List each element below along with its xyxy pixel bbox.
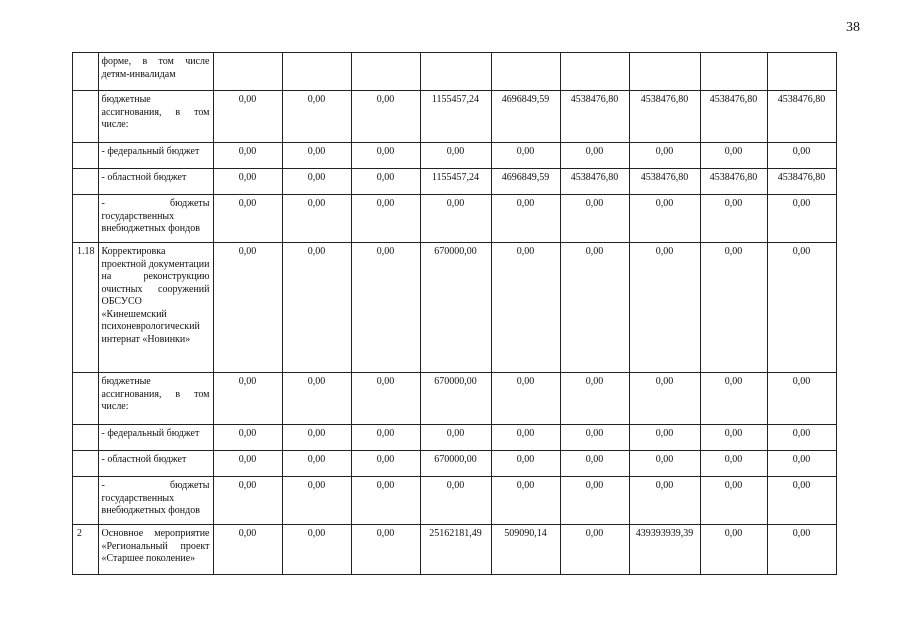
value-cell — [282, 53, 351, 91]
value-cell: 0,00 — [282, 373, 351, 425]
row-description-cell: - бюджеты государственных внебюджетных фондов — [98, 195, 213, 243]
value-cell: 0,00 — [282, 143, 351, 169]
budget-table-container — [72, 52, 837, 575]
value-cell: 0,00 — [282, 425, 351, 451]
value-cell: 0,00 — [560, 425, 629, 451]
table-body — [73, 53, 837, 575]
value-cell: 0,00 — [491, 451, 560, 477]
row-index-cell — [73, 195, 99, 243]
value-cell: 0,00 — [767, 525, 836, 575]
row-description-cell: Основное мероприятие «Региональный проект «Старшее поколение» — [98, 525, 213, 575]
table-row — [73, 169, 837, 195]
value-cell: 0,00 — [491, 143, 560, 169]
row-index-cell: 2 — [73, 525, 99, 575]
value-cell: 670000,00 — [420, 451, 491, 477]
value-cell: 4696849,59 — [491, 169, 560, 195]
row-description-cell: форме, в том числе детям-инвалидам — [98, 53, 213, 91]
value-cell: 0,00 — [767, 143, 836, 169]
value-cell: 0,00 — [560, 525, 629, 575]
value-cell: 0,00 — [213, 91, 282, 143]
value-cell: 0,00 — [420, 425, 491, 451]
value-cell: 0,00 — [491, 195, 560, 243]
value-cell: 4538476,80 — [767, 169, 836, 195]
value-cell: 0,00 — [767, 243, 836, 373]
value-cell: 0,00 — [767, 195, 836, 243]
page-number: 38 — [846, 20, 860, 35]
row-index-cell — [73, 451, 99, 477]
value-cell: 4538476,80 — [700, 169, 767, 195]
value-cell: 0,00 — [213, 525, 282, 575]
value-cell: 0,00 — [213, 373, 282, 425]
table-row — [73, 525, 837, 575]
value-cell: 0,00 — [282, 243, 351, 373]
value-cell: 0,00 — [700, 243, 767, 373]
value-cell — [629, 53, 700, 91]
row-description-cell: - областной бюджет — [98, 169, 213, 195]
value-cell: 4538476,80 — [700, 91, 767, 143]
value-cell: 4538476,80 — [560, 169, 629, 195]
value-cell: 0,00 — [420, 477, 491, 525]
row-index-cell — [73, 373, 99, 425]
value-cell: 0,00 — [560, 373, 629, 425]
value-cell: 0,00 — [491, 477, 560, 525]
value-cell: 0,00 — [282, 477, 351, 525]
table-row — [73, 91, 837, 143]
value-cell: 1155457,24 — [420, 169, 491, 195]
value-cell: 0,00 — [351, 373, 420, 425]
value-cell: 0,00 — [213, 451, 282, 477]
value-cell: 0,00 — [560, 451, 629, 477]
value-cell: 0,00 — [560, 477, 629, 525]
value-cell: 0,00 — [629, 477, 700, 525]
row-index-cell: 1.18 — [73, 243, 99, 373]
value-cell: 0,00 — [420, 195, 491, 243]
value-cell: 0,00 — [282, 169, 351, 195]
value-cell: 0,00 — [700, 477, 767, 525]
value-cell: 439393939,39 — [629, 525, 700, 575]
value-cell: 0,00 — [282, 451, 351, 477]
value-cell: 509090,14 — [491, 525, 560, 575]
value-cell — [351, 53, 420, 91]
value-cell: 0,00 — [351, 451, 420, 477]
value-cell: 0,00 — [767, 477, 836, 525]
table-row — [73, 451, 837, 477]
value-cell: 0,00 — [560, 143, 629, 169]
value-cell: 0,00 — [351, 169, 420, 195]
row-index-cell — [73, 91, 99, 143]
value-cell — [491, 53, 560, 91]
value-cell: 670000,00 — [420, 373, 491, 425]
table-row — [73, 53, 837, 91]
value-cell: 0,00 — [213, 169, 282, 195]
table-row — [73, 425, 837, 451]
value-cell: 1155457,24 — [420, 91, 491, 143]
value-cell: 0,00 — [700, 451, 767, 477]
value-cell: 0,00 — [351, 243, 420, 373]
value-cell: 0,00 — [629, 243, 700, 373]
value-cell — [560, 53, 629, 91]
value-cell: 25162181,49 — [420, 525, 491, 575]
table-row — [73, 373, 837, 425]
value-cell: 0,00 — [629, 143, 700, 169]
row-index-cell — [73, 143, 99, 169]
value-cell: 4696849,59 — [491, 91, 560, 143]
value-cell: 4538476,80 — [629, 91, 700, 143]
table-row — [73, 243, 837, 373]
value-cell: 0,00 — [629, 425, 700, 451]
value-cell: 0,00 — [282, 91, 351, 143]
value-cell: 0,00 — [351, 195, 420, 243]
value-cell: 0,00 — [767, 425, 836, 451]
value-cell: 0,00 — [351, 143, 420, 169]
value-cell: 0,00 — [420, 143, 491, 169]
value-cell: 0,00 — [213, 477, 282, 525]
value-cell: 0,00 — [213, 195, 282, 243]
value-cell: 4538476,80 — [629, 169, 700, 195]
value-cell: 0,00 — [629, 451, 700, 477]
value-cell: 4538476,80 — [767, 91, 836, 143]
value-cell — [213, 53, 282, 91]
value-cell — [767, 53, 836, 91]
value-cell: 0,00 — [351, 477, 420, 525]
value-cell: 0,00 — [282, 525, 351, 575]
value-cell: 0,00 — [351, 91, 420, 143]
value-cell: 0,00 — [560, 195, 629, 243]
value-cell: 0,00 — [767, 373, 836, 425]
value-cell — [700, 53, 767, 91]
value-cell: 0,00 — [629, 373, 700, 425]
value-cell: 0,00 — [351, 525, 420, 575]
value-cell: 4538476,80 — [560, 91, 629, 143]
value-cell: 0,00 — [213, 243, 282, 373]
value-cell: 0,00 — [351, 425, 420, 451]
row-index-cell — [73, 53, 99, 91]
row-description-cell: - бюджеты государственных внебюджетных фондов — [98, 477, 213, 525]
value-cell: 0,00 — [767, 451, 836, 477]
value-cell: 0,00 — [700, 425, 767, 451]
value-cell: 0,00 — [700, 373, 767, 425]
value-cell: 0,00 — [491, 373, 560, 425]
value-cell: 0,00 — [282, 195, 351, 243]
value-cell: 0,00 — [213, 425, 282, 451]
table-row — [73, 477, 837, 525]
value-cell — [420, 53, 491, 91]
row-description-cell: бюджетные ассигнования, в том числе: — [98, 373, 213, 425]
row-description-cell: - областной бюджет — [98, 451, 213, 477]
row-index-cell — [73, 477, 99, 525]
value-cell: 670000,00 — [420, 243, 491, 373]
value-cell: 0,00 — [700, 195, 767, 243]
budget-table — [72, 52, 837, 575]
value-cell: 0,00 — [491, 243, 560, 373]
value-cell: 0,00 — [700, 525, 767, 575]
row-index-cell — [73, 425, 99, 451]
value-cell: 0,00 — [629, 195, 700, 243]
row-description-cell: - федеральный бюджет — [98, 425, 213, 451]
value-cell: 0,00 — [560, 243, 629, 373]
value-cell: 0,00 — [213, 143, 282, 169]
row-description-cell: Корректировка проектной документации на реконструкцию очистных сооружений ОБСУСО «Кинешемский психоневрологический интернат «Новинки» — [98, 243, 213, 373]
row-description-cell: - федеральный бюджет — [98, 143, 213, 169]
table-row — [73, 195, 837, 243]
value-cell: 0,00 — [491, 425, 560, 451]
table-row — [73, 143, 837, 169]
row-description-cell: бюджетные ассигнования, в том числе: — [98, 91, 213, 143]
value-cell: 0,00 — [700, 143, 767, 169]
row-index-cell — [73, 169, 99, 195]
